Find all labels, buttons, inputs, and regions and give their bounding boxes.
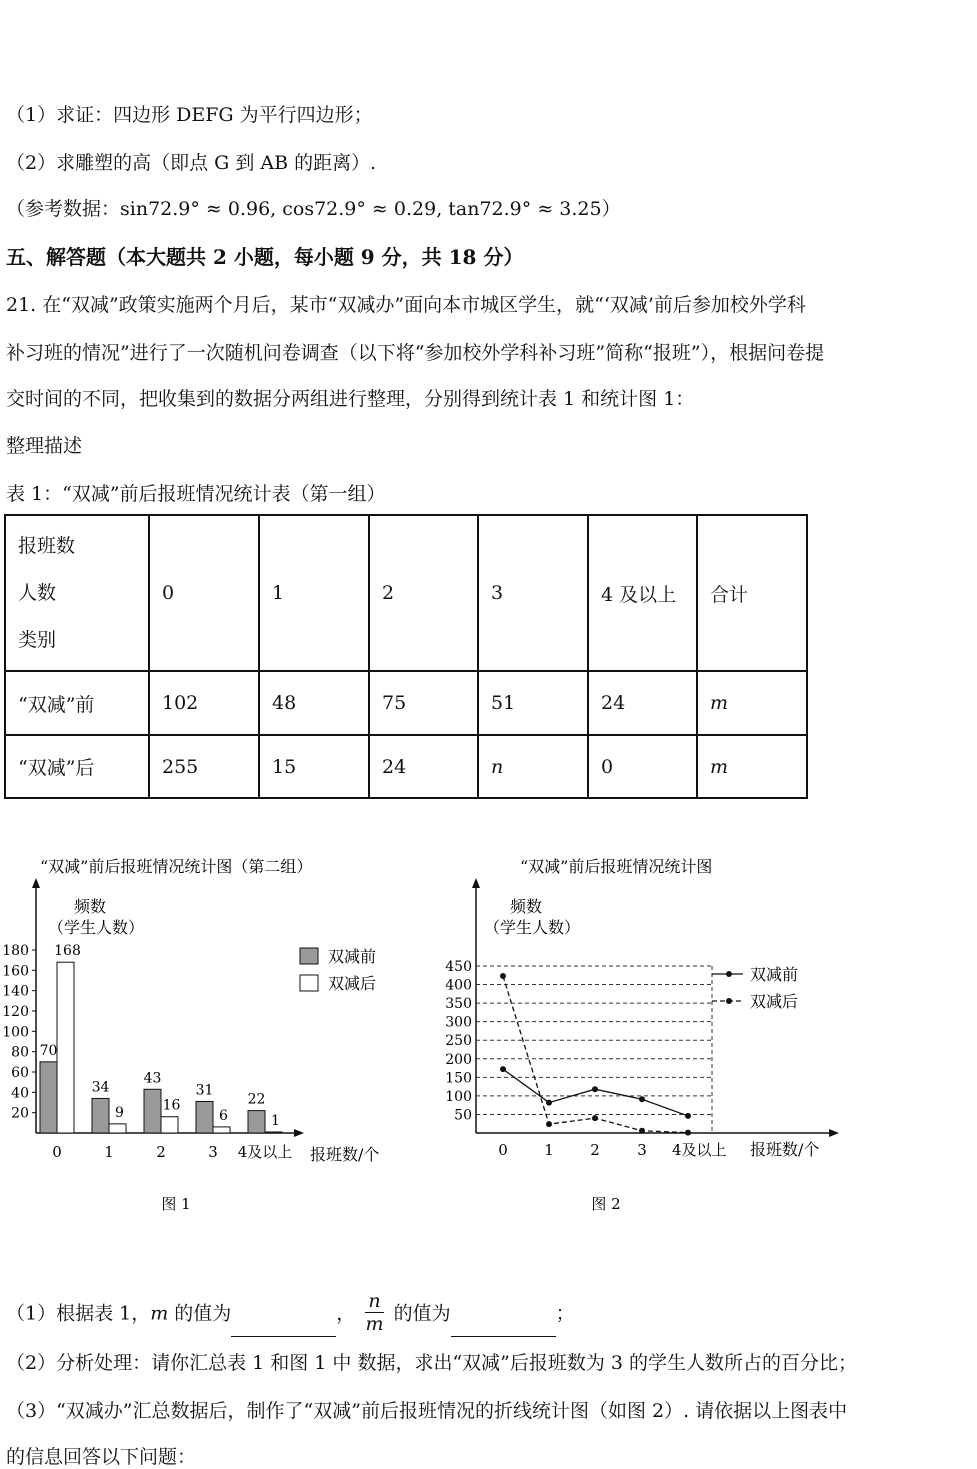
x-tick-label: 3 xyxy=(208,1143,218,1161)
table-cell: 24 xyxy=(588,671,697,735)
bar-value-label: 168 xyxy=(54,943,81,960)
bar-value-label: 6 xyxy=(219,1107,228,1124)
bar xyxy=(213,1127,230,1133)
y-tick-label: 150 xyxy=(445,1070,472,1087)
q1-text: 的值为 xyxy=(168,1302,232,1325)
bar xyxy=(109,1124,126,1133)
problem-line-2: 补习班的情况”进行了一次随机问卷调查（以下将“参加校外学科补习班”简称“报班”），根据问卷提 xyxy=(6,342,825,364)
table-header-row xyxy=(5,515,807,671)
bar-value-label: 31 xyxy=(195,1082,214,1099)
question-2-sub: （2）分析处理：请你汇总表 1 和图 1 中 数据，求出“双减”后报班数为 3 的学生人数所占的百分比； xyxy=(6,1352,858,1374)
problem-line-3: 交时间的不同，把收集到的数据分两组进行整理，分别得到统计表 1 和统计图 1： xyxy=(6,388,695,410)
x-tick-label: 1 xyxy=(544,1141,554,1159)
y-tick-label: 160 xyxy=(2,963,29,980)
diagonal-header-cell xyxy=(5,515,149,671)
y-tick-label: 100 xyxy=(445,1088,472,1105)
bar-value-label: 70 xyxy=(39,1042,58,1059)
q1-text: 的值为 xyxy=(387,1302,451,1325)
row-label: “双减”前 xyxy=(5,671,149,735)
q1-text: （1）根据表 1， xyxy=(6,1302,151,1325)
column-header: 0 xyxy=(149,515,259,671)
header-label-top: 报班数 xyxy=(18,534,76,557)
reference-data-line: （参考数据：sin72.9° ≈ 0.96, cos72.9° ≈ 0.29, tan72.9° ≈ 3.25） xyxy=(6,198,621,220)
fraction-denominator: m xyxy=(365,1313,384,1335)
data-point xyxy=(639,1096,645,1102)
bar xyxy=(92,1098,109,1133)
column-header: 1 xyxy=(259,515,369,671)
y-axis-label: 频数 xyxy=(74,897,107,916)
y-tick-label: 80 xyxy=(11,1044,29,1061)
question-3-line-2: 的信息回答以下问题： xyxy=(6,1446,197,1468)
bar xyxy=(144,1089,161,1133)
bar xyxy=(161,1117,178,1133)
sub-heading: 整理描述 xyxy=(6,435,83,457)
y-tick-label: 350 xyxy=(445,996,472,1013)
y-axis-arrow xyxy=(32,878,40,888)
bar-value-label: 43 xyxy=(143,1070,162,1087)
legend-marker xyxy=(726,998,732,1004)
table-cell: 51 xyxy=(478,671,588,735)
legend-label: 双减前 xyxy=(750,965,799,984)
y-tick-label: 50 xyxy=(454,1107,472,1124)
data-point xyxy=(639,1128,645,1134)
y-tick-label: 20 xyxy=(11,1105,29,1122)
series-line xyxy=(503,1069,688,1116)
table-caption: 表 1：“双减”前后报班情况统计表（第一组） xyxy=(6,483,386,505)
bar xyxy=(265,1132,282,1133)
y-axis-label: （学生人数） xyxy=(484,918,581,937)
bar xyxy=(57,962,74,1133)
bar-value-label: 9 xyxy=(115,1104,124,1121)
data-point xyxy=(592,1086,598,1092)
y-axis-label: （学生人数） xyxy=(48,918,145,937)
figure-caption: 图 2 xyxy=(591,1195,621,1213)
legend-label: 双减后 xyxy=(328,974,377,993)
question-1-sub xyxy=(6,1292,575,1337)
fraction-numerator: n xyxy=(365,1290,383,1313)
x-axis-label: 报班数/个 xyxy=(750,1140,820,1159)
table-cell: 75 xyxy=(369,671,478,735)
y-tick-label: 200 xyxy=(445,1051,472,1068)
chart-title: “双减”前后报班情况统计图 xyxy=(520,857,713,876)
data-point xyxy=(592,1115,598,1121)
answer-blank-m[interactable] xyxy=(231,1318,336,1337)
column-header: 2 xyxy=(369,515,478,671)
data-point xyxy=(500,1066,506,1072)
bar-value-label: 16 xyxy=(162,1097,181,1114)
legend-swatch xyxy=(300,975,318,991)
bar-value-label: 22 xyxy=(247,1091,266,1108)
question-3-line-1: （3）“双减办”汇总数据后，制作了“双减”前后报班情况的折线统计图（如图 2）. 请依据以上图表中 xyxy=(6,1400,848,1422)
y-tick-label: 300 xyxy=(445,1014,472,1031)
table-cell: 255 xyxy=(149,735,259,798)
table-row xyxy=(5,735,807,798)
table-cell: 15 xyxy=(259,735,369,798)
data-point xyxy=(500,973,506,979)
y-tick-label: 120 xyxy=(2,1004,29,1020)
x-axis-label: 报班数/个 xyxy=(310,1145,380,1164)
answer-blank-ratio[interactable] xyxy=(451,1318,556,1337)
q1-var-m: m xyxy=(150,1302,169,1325)
table-cell: 102 xyxy=(149,671,259,735)
x-tick-label: 4及以上 xyxy=(672,1141,727,1159)
question-1-line: （1）求证：四边形 DEFG 为平行四边形； xyxy=(6,104,373,126)
section-heading: 五、解答题（本大题共 2 小题，每小题 9 分，共 18 分） xyxy=(6,245,524,269)
x-axis-arrow xyxy=(829,1129,839,1137)
y-tick-label: 140 xyxy=(2,983,29,1000)
fraction-n-over-m xyxy=(365,1290,383,1335)
y-tick-label: 60 xyxy=(11,1065,29,1081)
bar-chart xyxy=(0,850,440,1220)
bar xyxy=(248,1111,265,1133)
table-cell: n xyxy=(478,735,588,798)
legend-swatch xyxy=(300,948,318,964)
x-tick-label: 4及以上 xyxy=(237,1143,293,1161)
line-chart xyxy=(440,850,860,1220)
stats-table xyxy=(4,514,808,799)
data-point xyxy=(685,1113,691,1119)
table-cell: 0 xyxy=(588,735,697,798)
problem-line-1: 21. 在“双减”政策实施两个月后，某市“双减办”面向本市城区学生，就“‘双减’前后参加校外学科 xyxy=(6,294,806,316)
header-label-bottom: 类别 xyxy=(18,628,57,651)
q1-sep: ， xyxy=(336,1302,356,1325)
y-tick-label: 250 xyxy=(445,1033,472,1050)
x-tick-label: 2 xyxy=(156,1143,166,1161)
x-tick-label: 0 xyxy=(498,1141,508,1159)
legend-label: 双减后 xyxy=(750,992,799,1011)
column-header: 合计 xyxy=(697,515,807,671)
x-tick-label: 3 xyxy=(637,1141,647,1159)
column-header: 3 xyxy=(478,515,588,671)
y-tick-label: 40 xyxy=(11,1085,29,1102)
bar-value-label: 34 xyxy=(91,1079,110,1096)
chart-title: “双减”前后报班情况统计图（第二组） xyxy=(40,857,313,876)
y-tick-label: 400 xyxy=(445,977,472,994)
header-label-mid: 人数 xyxy=(18,581,57,604)
bar xyxy=(40,1062,57,1133)
data-point xyxy=(546,1100,552,1106)
q1-end: ； xyxy=(555,1302,575,1325)
x-tick-label: 1 xyxy=(104,1143,114,1161)
y-tick-label: 450 xyxy=(445,959,472,975)
series-line xyxy=(503,976,688,1133)
y-axis-arrow xyxy=(472,878,480,888)
y-axis-label: 频数 xyxy=(510,897,543,916)
table-row xyxy=(5,671,807,735)
row-label: “双减”后 xyxy=(5,735,149,798)
data-point xyxy=(546,1121,552,1127)
data-point xyxy=(685,1130,691,1136)
y-tick-label: 180 xyxy=(2,943,29,959)
table-cell: 24 xyxy=(369,735,478,798)
x-tick-label: 0 xyxy=(52,1143,62,1161)
x-tick-label: 2 xyxy=(590,1141,600,1159)
figure-caption: 图 1 xyxy=(161,1195,191,1213)
bar xyxy=(196,1101,213,1133)
legend-label: 双减前 xyxy=(328,947,377,966)
table-cell: m xyxy=(697,671,807,735)
legend-marker xyxy=(726,971,732,977)
question-2-line: （2）求雕塑的高（即点 G 到 AB 的距离）. xyxy=(6,152,377,174)
table-cell: 48 xyxy=(259,671,369,735)
table-cell: m xyxy=(697,735,807,798)
bar-value-label: 1 xyxy=(271,1112,280,1129)
x-axis-arrow xyxy=(294,1129,304,1137)
column-header: 4 及以上 xyxy=(588,515,697,671)
y-tick-label: 100 xyxy=(2,1024,29,1041)
